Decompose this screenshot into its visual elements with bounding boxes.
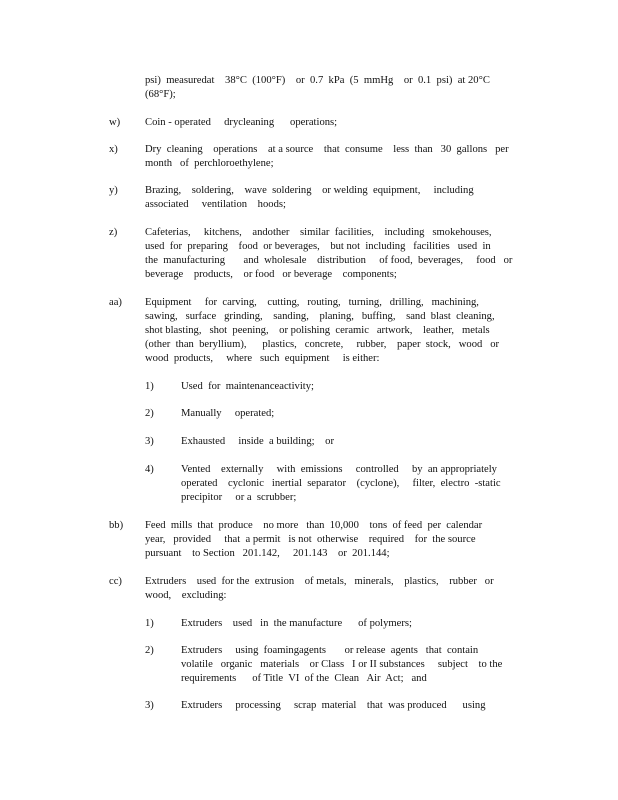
subitem-text-line: operated cyclonic inertial separator (cyclone), filter, electro -static (181, 478, 501, 489)
item-label-w: w) (109, 117, 121, 128)
item-text-line: wood, excluding: (145, 590, 227, 601)
subitem-label: 3) (145, 700, 154, 711)
item-label-z: z) (109, 227, 118, 238)
item-text-line: (other than beryllium), plastics, concrete, rubber, paper stock, wood or (145, 339, 500, 350)
item-text-line: beverage products, or food or beverage components; (145, 269, 397, 280)
item-text-line: used for preparing food or beverages, but not including facilities used in (145, 241, 491, 252)
item-text-line: pursuant to Section 201.142, 201.143 or 201.144; (145, 548, 390, 559)
item-text-line: the manufacturing and wholesale distribution of food, beverages, food or (145, 255, 513, 266)
subitem-label: 1) (145, 381, 154, 392)
item-label-y: y) (109, 185, 118, 196)
subitem-label: 2) (145, 408, 154, 419)
item-label-x: x) (109, 144, 118, 155)
subitem-text-line: volatile organic materials or Class I or II substances subject to the (181, 659, 503, 670)
subitem-text-line: Extruders used in the manufacture of polymers; (181, 618, 412, 629)
subitem-text-line: Vented externally with emissions controlled by an appropriately (181, 464, 497, 475)
item-label-aa: aa) (109, 297, 122, 308)
continuation-line: (68°F); (145, 89, 176, 100)
subitem-text-line: Used for maintenanceactivity; (181, 381, 314, 392)
item-label-cc: cc) (109, 576, 122, 587)
item-text-line: Dry cleaning operations at a source that consume less than 30 gallons per (145, 144, 509, 155)
item-text-line: year, provided that a permit is not otherwise required for the source (145, 534, 476, 545)
item-text-line: Feed mills that produce no more than 10,000 tons of feed per calendar (145, 520, 483, 531)
subitem-text-line: Extruders processing scrap material that was produced using (181, 700, 486, 711)
subitem-label: 3) (145, 436, 154, 447)
subitem-label: 1) (145, 618, 154, 629)
subitem-label: 4) (145, 464, 154, 475)
subitem-text-line: requirements of Title VI of the Clean Air Act; and (181, 673, 427, 684)
continuation-line: psi) measuredat 38°C (100°F) or 0.7 kPa (5 mmHg or 0.1 psi) at 20°C (145, 75, 490, 86)
item-label-bb: bb) (109, 520, 124, 531)
item-text-line: Coin - operated drycleaning operations; (145, 117, 338, 128)
item-text-line: month of perchloroethylene; (145, 158, 274, 169)
item-text-line: sawing, surface grinding, sanding, planing, buffing, sand blast cleaning, (145, 311, 495, 322)
item-text-line: Equipment for carving, cutting, routing, turning, drilling, machining, (145, 297, 479, 308)
subitem-text-line: Exhausted inside a building; or (181, 436, 334, 447)
item-text-line: Cafeterias, kitchens, andother similar facilities, including smokehouses, (145, 227, 492, 238)
subitem-label: 2) (145, 645, 154, 656)
subitem-text-line: Manually operated; (181, 408, 275, 419)
item-text-line: shot blasting, shot peening, or polishing ceramic artwork, leather, metals (145, 325, 490, 336)
item-text-line: wood products, where such equipment is either: (145, 353, 380, 364)
subitem-text-line: Extruders using foamingagents or release agents that contain (181, 645, 479, 656)
item-text-line: Extruders used for the extrusion of metals, minerals, plastics, rubber or (145, 576, 494, 587)
subitem-text-line: precipitor or a scrubber; (181, 492, 297, 503)
item-text-line: Brazing, soldering, wave soldering or welding equipment, including (145, 185, 474, 196)
item-text-line: associated ventilation hoods; (145, 199, 286, 210)
